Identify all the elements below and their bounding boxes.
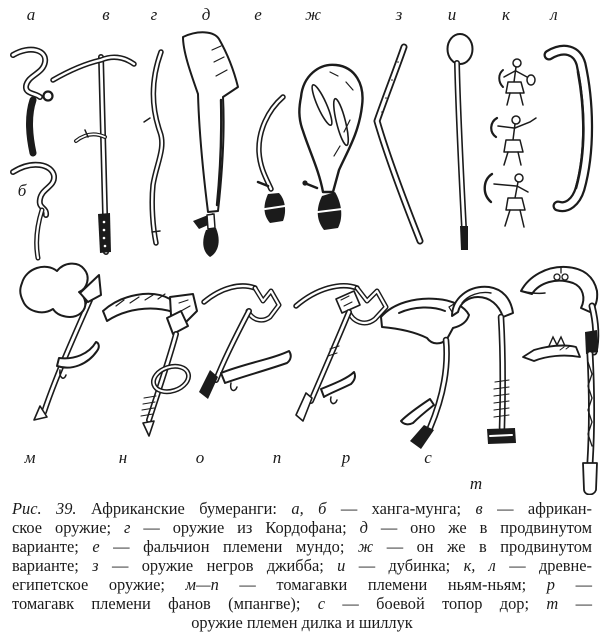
weapon-b-illustration	[13, 165, 54, 258]
label-g: г	[150, 5, 158, 24]
label-v: в	[102, 5, 110, 24]
weapon-k-illustration	[485, 59, 536, 227]
weapon-g-illustration	[144, 52, 162, 243]
label-i: и	[447, 5, 457, 24]
weapon-zh-illustration	[299, 65, 362, 230]
label-zh: ж	[305, 5, 321, 24]
egyptian-figure-3	[485, 174, 528, 227]
caption-line: ское оружие; г — оружие из Кордофана; д — оно же в продвинутом	[12, 518, 592, 537]
caption-line: египетское оружие; м—п — томагавки племени ньям-ньям; р —	[12, 575, 592, 594]
weapon-d-illustration	[183, 32, 238, 257]
weapon-e-illustration	[258, 97, 285, 223]
weapon-p-illustration	[296, 286, 386, 421]
caption-line: томагавк племени фанов (мпангве); с — боевой топор дор; т —	[12, 594, 592, 613]
weapon-n-illustration	[103, 294, 197, 436]
weapon-r-illustration	[381, 299, 469, 449]
weapon-i-illustration	[448, 34, 473, 250]
weapon-z-illustration	[377, 47, 420, 241]
label-t: т	[469, 474, 483, 493]
caption-line: варианте; з — оружие негров джибба; и — дубинка; к, л — древне-	[12, 556, 593, 575]
weapon-t-illustration	[521, 267, 598, 495]
label-d: д	[201, 5, 211, 24]
label-m: м	[24, 448, 36, 467]
label-e: е	[254, 5, 262, 24]
weapon-l-illustration	[549, 50, 588, 206]
egyptian-figure-2	[491, 116, 536, 165]
caption-line: оружие племен дилка и шиллук	[191, 613, 413, 632]
label-l: л	[550, 5, 558, 24]
label-n: н	[118, 448, 128, 467]
weapon-v-illustration	[53, 57, 134, 253]
egyptian-figure-1	[499, 59, 535, 105]
label-b: б	[17, 181, 27, 200]
label-a: а	[26, 5, 36, 24]
label-k: к	[502, 5, 510, 24]
caption-line: варианте; е — фальчион племени мундо; ж — он же в продвинутом	[12, 537, 592, 556]
weapon-m-illustration	[20, 264, 101, 420]
label-p: п	[272, 448, 282, 467]
weapon-a-illustration	[13, 50, 53, 153]
label-o: о	[195, 448, 205, 467]
label-z: з	[395, 5, 403, 24]
figure-caption	[0, 497, 606, 632]
caption-line: Рис. 39. Африканские бумеранги: а, б — ханга-мунга; в — африкан-	[12, 499, 593, 518]
weapon-o-illustration	[199, 286, 291, 399]
label-s: с	[424, 448, 432, 467]
label-r: р	[341, 448, 351, 467]
